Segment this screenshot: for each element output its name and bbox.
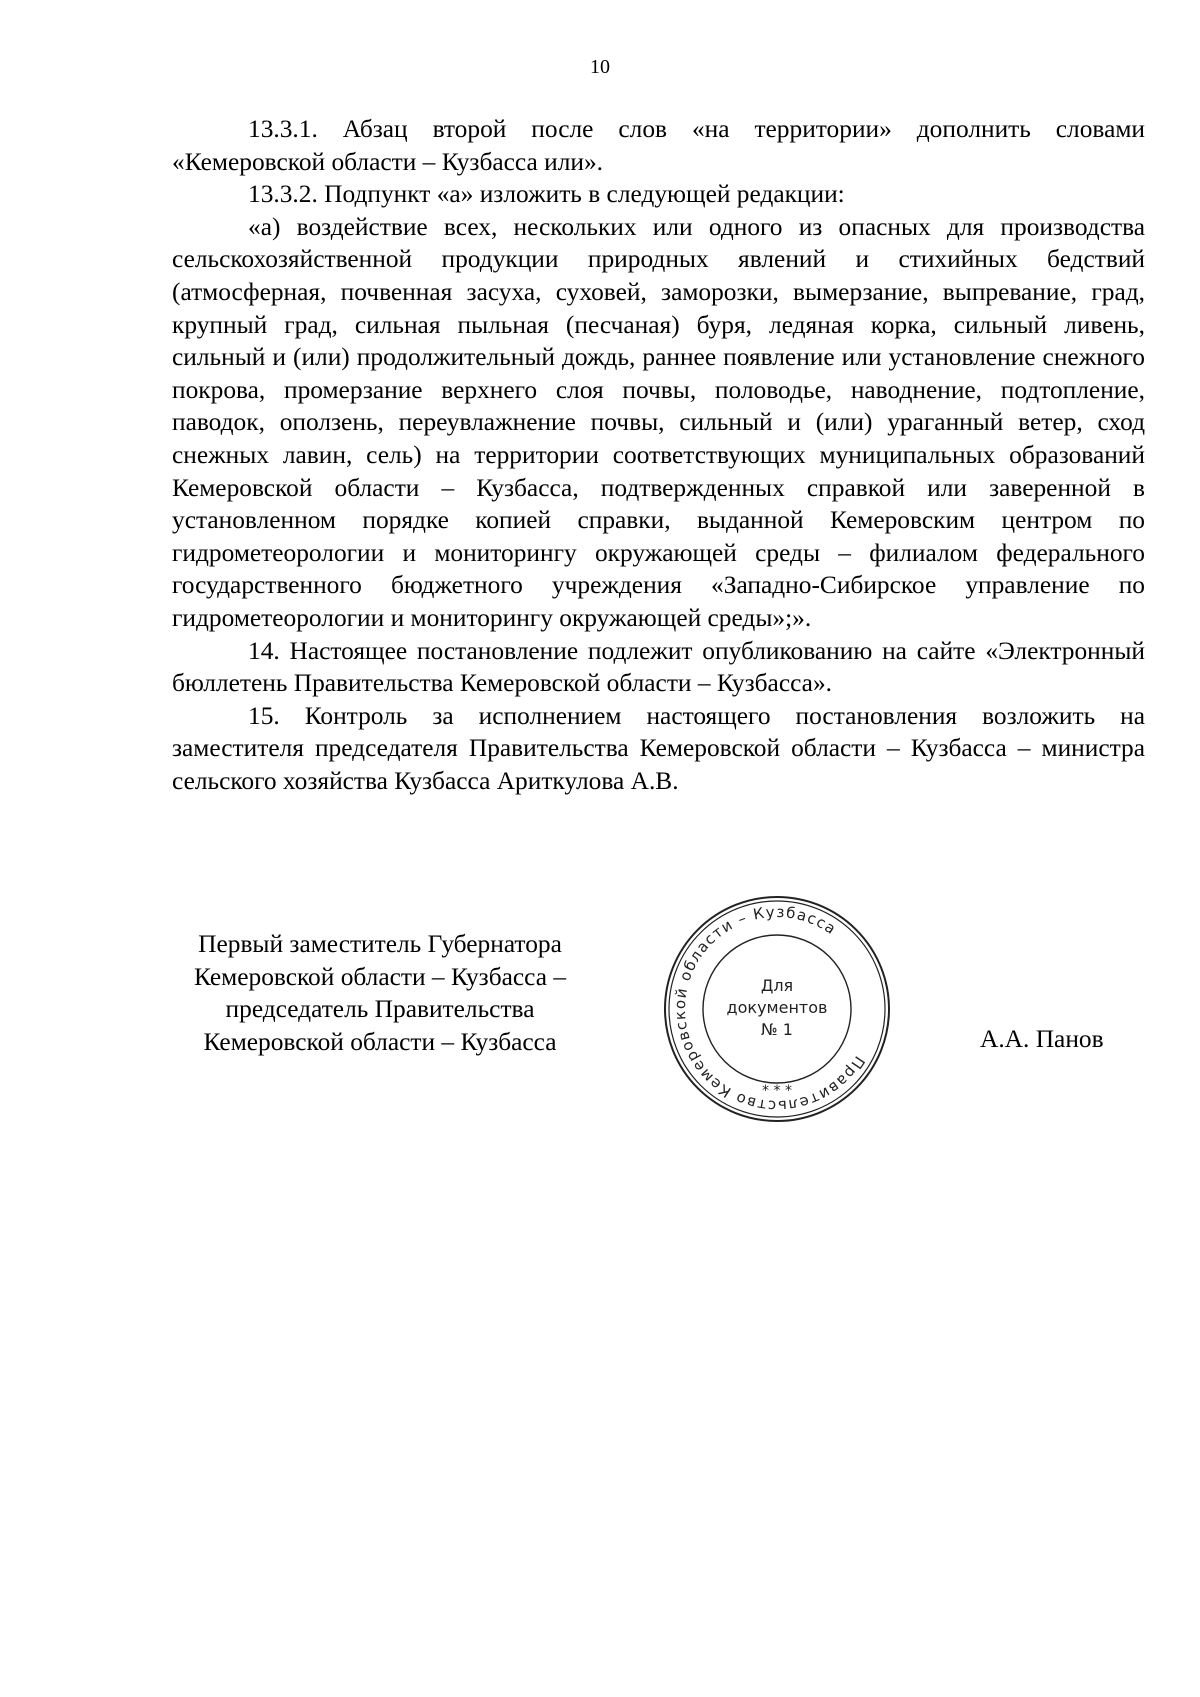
signer-position-line: Первый заместитель Губернатора (198, 930, 562, 958)
signer-position-line: председатель Правительства (225, 995, 535, 1024)
seal-stars: * * * (762, 1083, 792, 1099)
seal-center-line: Для (760, 976, 794, 995)
signer-position-line: Кемеровской области – Кузбасса (203, 1027, 557, 1056)
page-number: 10 (590, 56, 610, 78)
official-seal (662, 894, 892, 1124)
paragraph-13-3-1: 13.3.1. Абзац второй после слов «на территории» дополнить словами «Кемеровской области – Кузбасса или». (172, 115, 1145, 176)
seal-ring-text: Правительство Кемеровской области – Кузбасса (670, 902, 869, 1116)
paragraph-subitem-a: «а) воздействие всех, нескольких или одного из опасных для производства сельскохозяйственной продукции природных явлений и стихийных бедствий (атмосферная, почвенная засуха, суховей, заморозки, вымерзание, выпревание, град, крупный град, сильная пыльная (песчаная) буря, ледяная корка, сильный ливень, сильный и (или) продолжительный дождь, раннее появление или установление снежного покрова, промерзание верхнего слоя почвы, половодье, наводнение, подтопление, паводок, оползень, переувлажнение почвы, сильный и (или) ураганный ветер, сход снежных лавин, сель) на территории соответствующих муниципальных образований Кемеровской области – Кузбасса, подтвержденных справкой или заверенной в установленном порядке копией справки, выданной Кемеровским центром по гидрометеорологии и мониторингу окружающей среды – филиалом федерального государственного бюджетного учреждения «Западно-Сибирское управление по гидрометеорологии и мониторингу окружающей среды»;». (172, 212, 1145, 632)
signer-name: А.А. Панов (980, 1025, 1104, 1053)
seal-center-line: документов (726, 998, 828, 1017)
signer-position-line: Кемеровской области – Кузбасса – (193, 962, 567, 991)
signature-block (160, 928, 600, 1058)
paragraph-15: 15. Контроль за исполнением настоящего постановления возложить на заместителя председателя Правительства Кемеровской области – Кузбасса – министра сельского хозяйства Кузбасса Ариткулова А.В. (172, 701, 1145, 795)
document-body (172, 113, 1145, 797)
seal-center-line: № 1 (761, 1020, 793, 1039)
paragraph-13-3-2: 13.3.2. Подпункт «а» изложить в следующей редакции: (248, 180, 845, 209)
paragraph-14: 14. Настоящее постановление подлежит опубликованию на сайте «Электронный бюллетень Правительства Кемеровской области – Кузбасса». (172, 636, 1145, 698)
